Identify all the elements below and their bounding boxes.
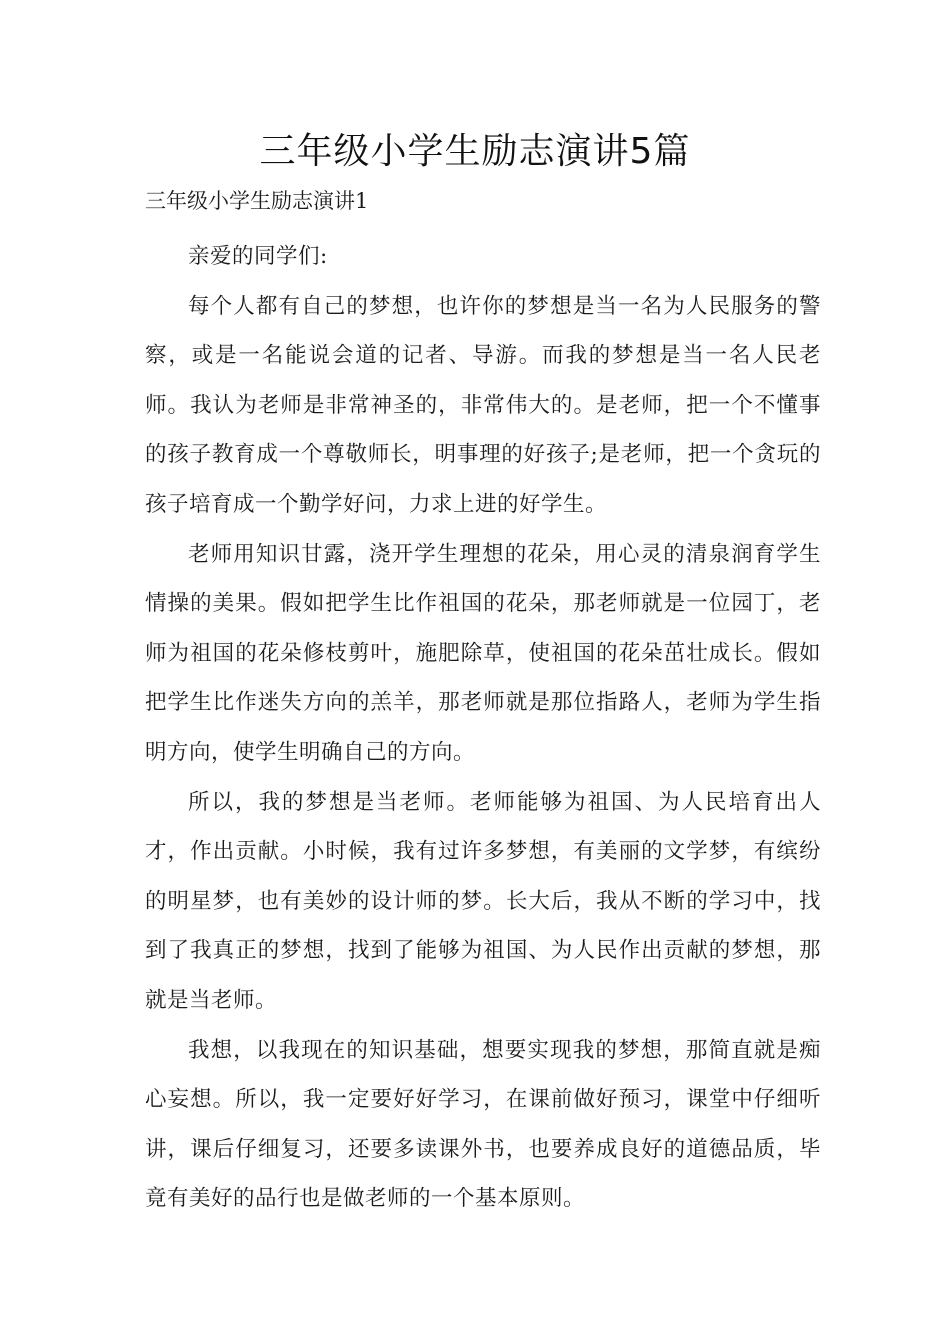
- section-heading: 三年级小学生励志演讲1: [145, 189, 369, 213]
- body-paragraph: 每个人都有自己的梦想，也许你的梦想是当一名为人民服务的警察，或是一名能说会道的记者、导游。而我的梦想是当一名人民老师。我认为老师是非常神圣的，非常伟大的。是老师，把一个不懂事的孩子教育成一个尊敬师长，明事理的好孩子;是老师，把一个贪玩的孩子培育成一个勤学好问，力求上进的好学生。: [145, 293, 821, 517]
- document-body: [145, 232, 821, 1224]
- body-paragraph: 所以，我的梦想是当老师。老师能够为祖国、为人民培育出人才，作出贡献。小时候，我有过许多梦想，有美丽的文学梦，有缤纷的明星梦，也有美妙的设计师的梦。长大后，我从不断的学习中，找到了我真正的梦想，找到了能够为祖国、为人民作出贡献的梦想，那就是当老师。: [145, 789, 821, 1013]
- greeting-paragraph: 亲爱的同学们:: [188, 244, 328, 269]
- body-paragraph: 我想，以我现在的知识基础，想要实现我的梦想，那简直就是痴心妄想。所以，我一定要好好学习，在课前做好预习，课堂中仔细听讲，课后仔细复习，还要多读课外书，也要养成良好的道德品质，毕竟有美好的品行也是做老师的一个基本原则。: [145, 1037, 821, 1212]
- body-paragraph: 老师用知识甘露，浇开学生理想的花朵，用心灵的清泉润育学生情操的美果。假如把学生比作祖国的花朵，那老师就是一位园丁，老师为祖国的花朵修枝剪叶，施肥除草，使祖国的花朵茁壮成长。假如把学生比作迷失方向的羔羊，那老师就是那位指路人，老师为学生指明方向，使学生明确自己的方向。: [145, 541, 821, 765]
- document-title: 三年级小学生励志演讲5篇: [259, 131, 691, 172]
